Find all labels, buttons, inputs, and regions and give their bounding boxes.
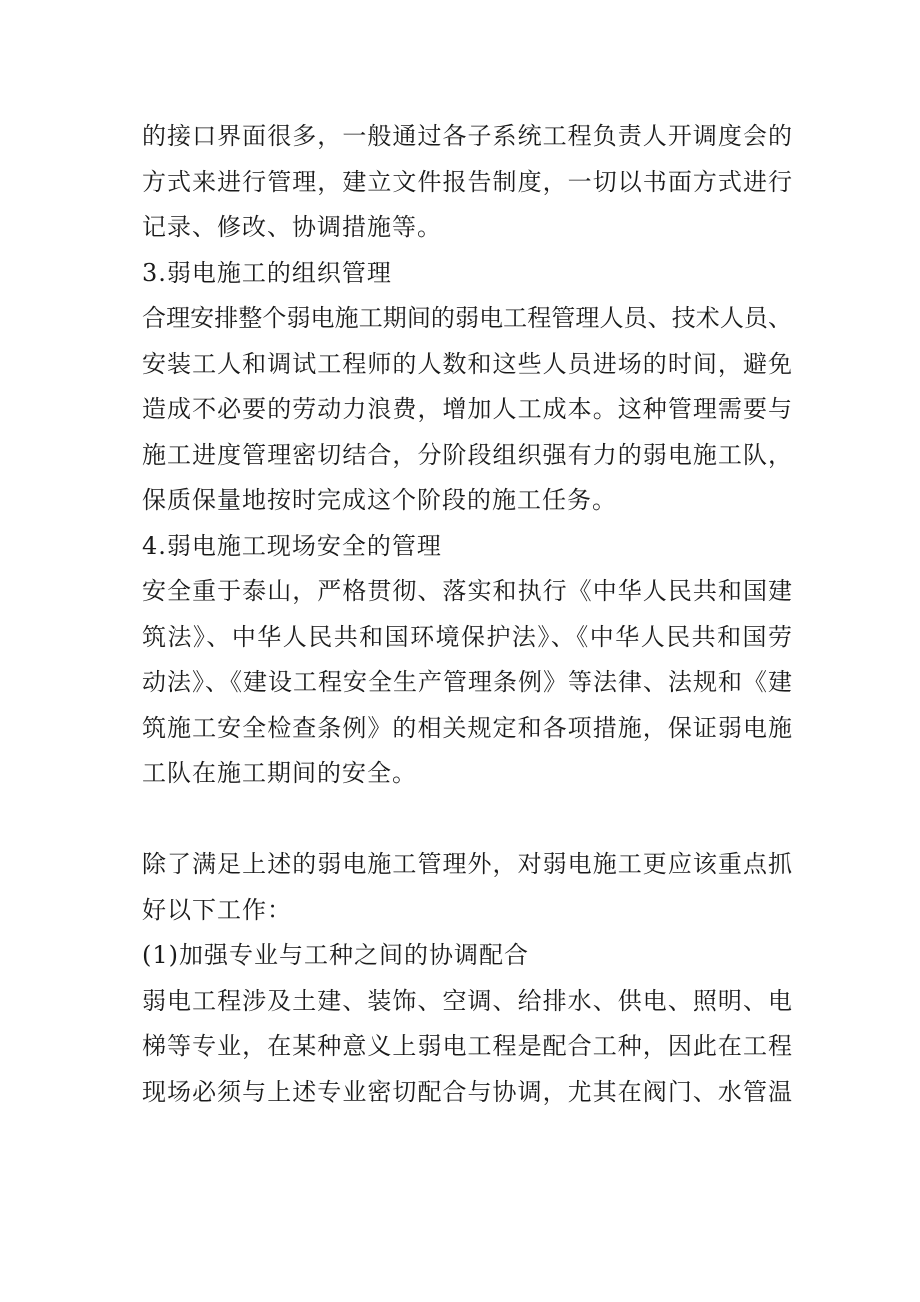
paragraph-line: 安装工人和调试工程师的人数和这些人员进场的时间，避免 xyxy=(142,349,792,378)
paragraph-line: 筑法》、中华人民共和国环境保护法》、《中华人民共和国劳 xyxy=(142,622,792,651)
paragraph-line: 筑施工安全检查条例》的相关规定和各项措施，保证弱电施 xyxy=(142,713,792,742)
paragraph-line: 工队在施工期间的安全。 xyxy=(142,759,417,787)
paragraph-line: 施工进度管理密切结合，分阶段组织强有力的弱电施工队， xyxy=(142,440,792,469)
paragraph-line: 安全重于泰山，严格贯彻、落实和执行《中华人民共和国建 xyxy=(142,577,792,605)
paragraph-line: 弱电工程涉及土建、装饰、空调、给排水、供电、照明、电 xyxy=(142,986,792,1015)
blank-line xyxy=(142,797,792,843)
paragraph-line: 除了满足上述的弱电施工管理外，对弱电施工更应该重点抓 xyxy=(142,850,792,878)
paragraph-line: 记录、修改、协调措施等。 xyxy=(142,213,442,241)
paragraph-line: 方式来进行管理，建立文件报告制度，一切以书面方式进行 xyxy=(142,167,792,196)
section-heading: 3.弱电施工的组织管理 xyxy=(142,258,392,287)
paragraph-line: 动法》、《建设工程安全生产管理条例》等法律、法规和《建 xyxy=(142,668,792,696)
paragraph-line: 梯等专业，在某种意义上弱电工程是配合工种，因此在工程 xyxy=(142,1032,792,1060)
paragraph-line: 保质保量地按时完成这个阶段的施工任务。 xyxy=(142,486,617,514)
paragraph-line: 的接口界面很多，一般通过各子系统工程负责人开调度会的 xyxy=(142,122,792,150)
paragraph-line: 现场必须与上述专业密切配合与协调，尤其在阀门、水管温 xyxy=(142,1077,792,1106)
paragraph-line: 合理安排整个弱电施工期间的弱电工程管理人员、技术人员、 xyxy=(142,304,792,332)
paragraph-line: 好以下工作： xyxy=(142,895,292,924)
section-heading: 4.弱电施工现场安全的管理 xyxy=(142,531,442,560)
document-body xyxy=(142,114,792,1115)
paragraph-line: 造成不必要的劳动力浪费，增加人工成本。这种管理需要与 xyxy=(142,395,792,423)
subsection-heading: (1)加强专业与工种之间的协调配合 xyxy=(142,941,529,969)
